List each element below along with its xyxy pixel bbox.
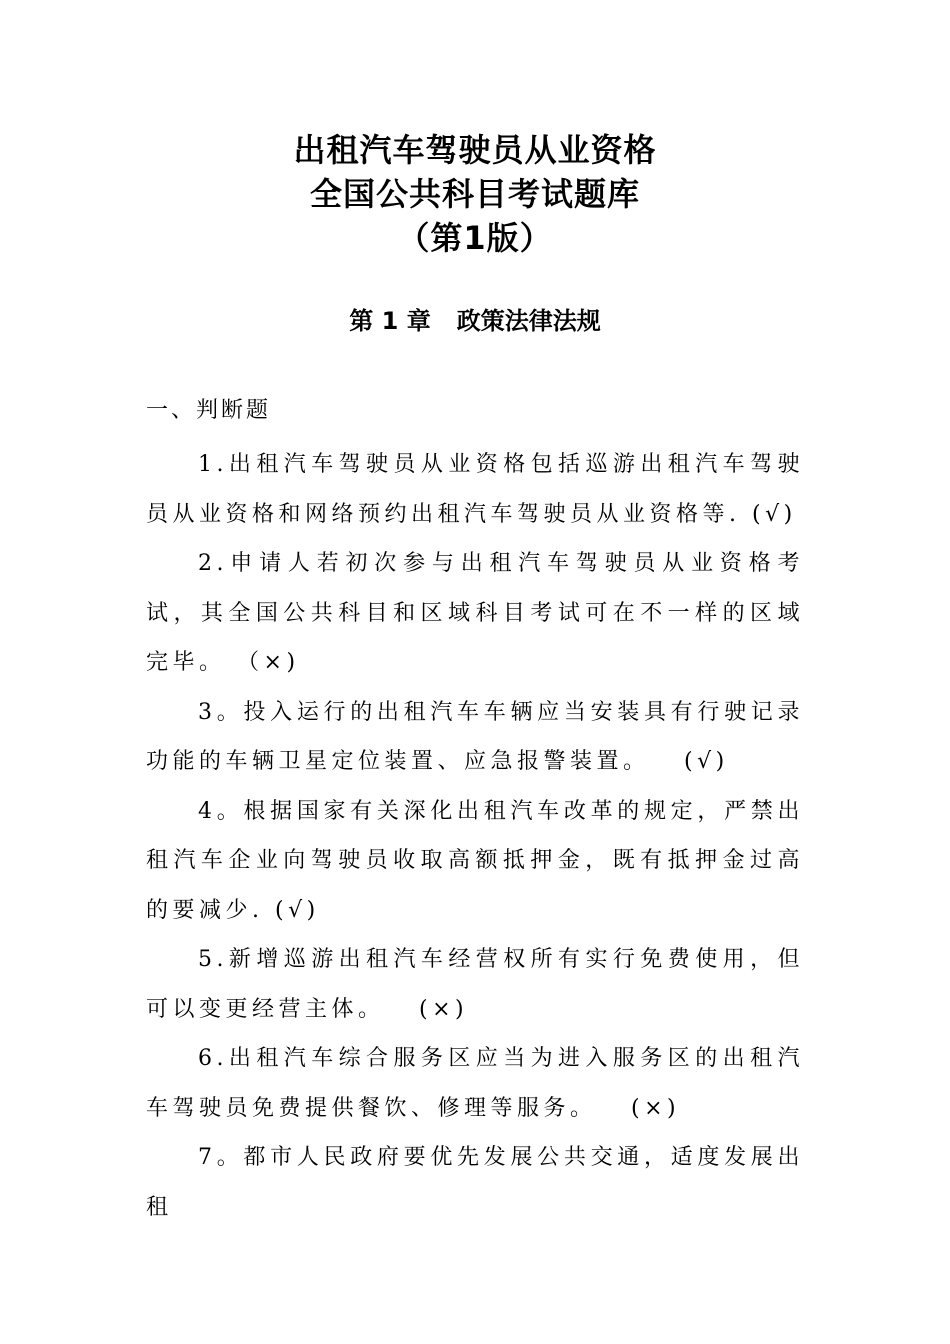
question-text: 4。根据国家有关深化出租汽车改革的规定，严禁出租汽车企业向驾驶员收取高额抵押金，既有抵押金过高的要减少. <box>146 798 804 923</box>
title-line-1: 出租汽车驾驶员从业资格 <box>293 131 657 169</box>
chapter-name: 政策法律法规 <box>456 307 601 335</box>
question-list <box>146 440 804 1232</box>
question-text: 5.新增巡游出租汽车经营权所有实行免费使用，但可以变更经营主体。 <box>146 947 804 1022</box>
question-item <box>146 1133 804 1232</box>
question-answer: （×) <box>225 650 300 675</box>
question-text: 7。都市人民政府要优先发展公共交通，适度发展出租 <box>146 1145 804 1220</box>
question-item <box>146 688 804 787</box>
question-answer: (√) <box>649 749 729 774</box>
question-text: 1.出租汽车驾驶员从业资格包括巡游出租汽车驾驶员从业资格和网络预约出租汽车驾驶员从业资格等. <box>146 452 804 527</box>
question-item <box>146 440 804 539</box>
question-answer: (√) <box>740 501 797 527</box>
question-answer: (×) <box>596 1095 681 1121</box>
title-line-3: （第1版） <box>397 219 553 257</box>
question-item <box>146 935 804 1034</box>
question-answer: (×) <box>384 996 469 1022</box>
question-text: 2.申请人若初次参与出租汽车驾驶员从业资格考试，其全国公共科目和区域科目考试可在不一样的区域完毕。 <box>146 551 804 675</box>
section-heading: 一、判断题 <box>146 398 272 423</box>
question-item <box>146 1034 804 1133</box>
question-answer: (√) <box>263 897 320 923</box>
question-text: 6.出租汽车综合服务区应当为进入服务区的出租汽车驾驶员免费提供餐饮、修理等服务。 <box>146 1046 804 1121</box>
question-item <box>146 787 804 936</box>
chapter-heading <box>0 306 950 336</box>
title-block <box>0 128 950 260</box>
question-text: 3。投入运行的出租汽车车辆应当安装具有行驶记录功能的车辆卫星定位装置、应急报警装置。 <box>146 699 804 774</box>
chapter-number: 第 1 章 <box>349 307 431 335</box>
question-item <box>146 539 804 688</box>
title-line-2: 全国公共科目考试题库 <box>309 175 640 213</box>
